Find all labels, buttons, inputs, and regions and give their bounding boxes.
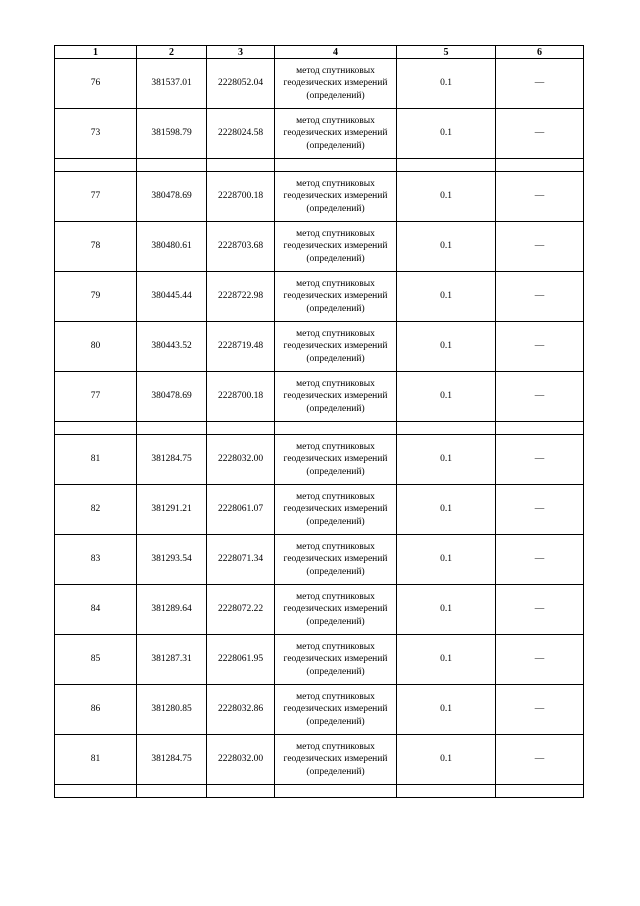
method-cell: метод спутниковых геодезических измерений (определений): [275, 635, 397, 685]
empty-cell: [275, 159, 397, 172]
coordinates-table: [54, 45, 584, 798]
y-coordinate-cell: 2228061.07: [207, 485, 275, 535]
method-cell: метод спутниковых геодезических измерений (определений): [275, 372, 397, 422]
column-header-1: 1: [55, 46, 137, 59]
empty-cell: [397, 422, 496, 435]
point-number-cell: 86: [55, 685, 137, 735]
empty-cell: [207, 785, 275, 798]
table-header: [55, 46, 584, 59]
table-row: [55, 735, 584, 785]
y-coordinate-cell: 2228032.86: [207, 685, 275, 735]
method-cell: метод спутниковых геодезических измерений (определений): [275, 435, 397, 485]
point-number-cell: 77: [55, 172, 137, 222]
table-row: [55, 535, 584, 585]
table-row: [55, 172, 584, 222]
empty-cell: [496, 422, 584, 435]
empty-cell: [496, 785, 584, 798]
accuracy-cell: 0.1: [397, 322, 496, 372]
note-cell: —: [496, 272, 584, 322]
method-cell: метод спутниковых геодезических измерений (определений): [275, 172, 397, 222]
accuracy-cell: 0.1: [397, 685, 496, 735]
y-coordinate-cell: 2228722.98: [207, 272, 275, 322]
y-coordinate-cell: 2228024.58: [207, 109, 275, 159]
accuracy-cell: 0.1: [397, 485, 496, 535]
note-cell: —: [496, 735, 584, 785]
table-row: [55, 435, 584, 485]
point-number-cell: 82: [55, 485, 137, 535]
x-coordinate-cell: 380478.69: [137, 172, 207, 222]
note-cell: —: [496, 372, 584, 422]
x-coordinate-cell: 381289.64: [137, 585, 207, 635]
note-cell: —: [496, 322, 584, 372]
accuracy-cell: 0.1: [397, 535, 496, 585]
empty-cell: [496, 159, 584, 172]
point-number-cell: 84: [55, 585, 137, 635]
empty-cell: [137, 785, 207, 798]
note-cell: —: [496, 435, 584, 485]
method-cell: метод спутниковых геодезических измерений (определений): [275, 485, 397, 535]
group-separator-row: [55, 422, 584, 435]
empty-cell: [55, 785, 137, 798]
note-cell: —: [496, 485, 584, 535]
y-coordinate-cell: 2228072.22: [207, 585, 275, 635]
y-coordinate-cell: 2228061.95: [207, 635, 275, 685]
note-cell: —: [496, 585, 584, 635]
note-cell: —: [496, 635, 584, 685]
accuracy-cell: 0.1: [397, 222, 496, 272]
table-row: [55, 635, 584, 685]
column-header-5: 5: [397, 46, 496, 59]
point-number-cell: 83: [55, 535, 137, 585]
empty-cell: [275, 785, 397, 798]
point-number-cell: 73: [55, 109, 137, 159]
empty-cell: [275, 422, 397, 435]
x-coordinate-cell: 380478.69: [137, 372, 207, 422]
y-coordinate-cell: 2228719.48: [207, 322, 275, 372]
y-coordinate-cell: 2228700.18: [207, 372, 275, 422]
empty-cell: [137, 159, 207, 172]
table-row: [55, 109, 584, 159]
x-coordinate-cell: 380480.61: [137, 222, 207, 272]
method-cell: метод спутниковых геодезических измерений (определений): [275, 535, 397, 585]
y-coordinate-cell: 2228032.00: [207, 735, 275, 785]
x-coordinate-cell: 381293.54: [137, 535, 207, 585]
column-header-2: 2: [137, 46, 207, 59]
point-number-cell: 81: [55, 735, 137, 785]
accuracy-cell: 0.1: [397, 735, 496, 785]
note-cell: —: [496, 109, 584, 159]
x-coordinate-cell: 381291.21: [137, 485, 207, 535]
table-row: [55, 59, 584, 109]
point-number-cell: 76: [55, 59, 137, 109]
method-cell: метод спутниковых геодезических измерений (определений): [275, 685, 397, 735]
method-cell: метод спутниковых геодезических измерений (определений): [275, 59, 397, 109]
empty-cell: [55, 159, 137, 172]
column-header-3: 3: [207, 46, 275, 59]
x-coordinate-cell: 380445.44: [137, 272, 207, 322]
point-number-cell: 78: [55, 222, 137, 272]
method-cell: метод спутниковых геодезических измерений (определений): [275, 272, 397, 322]
y-coordinate-cell: 2228052.04: [207, 59, 275, 109]
accuracy-cell: 0.1: [397, 172, 496, 222]
note-cell: —: [496, 222, 584, 272]
table-row: [55, 372, 584, 422]
x-coordinate-cell: 381284.75: [137, 735, 207, 785]
empty-cell: [55, 422, 137, 435]
group-separator-row: [55, 785, 584, 798]
table-row: [55, 272, 584, 322]
note-cell: —: [496, 59, 584, 109]
column-header-6: 6: [496, 46, 584, 59]
y-coordinate-cell: 2228032.00: [207, 435, 275, 485]
x-coordinate-cell: 381287.31: [137, 635, 207, 685]
table-row: [55, 485, 584, 535]
y-coordinate-cell: 2228071.34: [207, 535, 275, 585]
accuracy-cell: 0.1: [397, 372, 496, 422]
table-row: [55, 685, 584, 735]
header-row: [55, 46, 584, 59]
method-cell: метод спутниковых геодезических измерений (определений): [275, 222, 397, 272]
point-number-cell: 81: [55, 435, 137, 485]
table-row: [55, 322, 584, 372]
x-coordinate-cell: 381280.85: [137, 685, 207, 735]
empty-cell: [207, 422, 275, 435]
point-number-cell: 80: [55, 322, 137, 372]
table-body: [55, 59, 584, 798]
point-number-cell: 77: [55, 372, 137, 422]
method-cell: метод спутниковых геодезических измерений (определений): [275, 322, 397, 372]
empty-cell: [137, 422, 207, 435]
point-number-cell: 85: [55, 635, 137, 685]
accuracy-cell: 0.1: [397, 272, 496, 322]
accuracy-cell: 0.1: [397, 109, 496, 159]
empty-cell: [397, 785, 496, 798]
note-cell: —: [496, 172, 584, 222]
empty-cell: [207, 159, 275, 172]
x-coordinate-cell: 381284.75: [137, 435, 207, 485]
x-coordinate-cell: 381537.01: [137, 59, 207, 109]
y-coordinate-cell: 2228700.18: [207, 172, 275, 222]
empty-cell: [397, 159, 496, 172]
x-coordinate-cell: 381598.79: [137, 109, 207, 159]
column-header-4: 4: [275, 46, 397, 59]
x-coordinate-cell: 380443.52: [137, 322, 207, 372]
method-cell: метод спутниковых геодезических измерений (определений): [275, 109, 397, 159]
accuracy-cell: 0.1: [397, 59, 496, 109]
table-row: [55, 222, 584, 272]
y-coordinate-cell: 2228703.68: [207, 222, 275, 272]
note-cell: —: [496, 535, 584, 585]
group-separator-row: [55, 159, 584, 172]
accuracy-cell: 0.1: [397, 435, 496, 485]
accuracy-cell: 0.1: [397, 635, 496, 685]
accuracy-cell: 0.1: [397, 585, 496, 635]
method-cell: метод спутниковых геодезических измерений (определений): [275, 735, 397, 785]
method-cell: метод спутниковых геодезических измерений (определений): [275, 585, 397, 635]
point-number-cell: 79: [55, 272, 137, 322]
note-cell: —: [496, 685, 584, 735]
table-row: [55, 585, 584, 635]
